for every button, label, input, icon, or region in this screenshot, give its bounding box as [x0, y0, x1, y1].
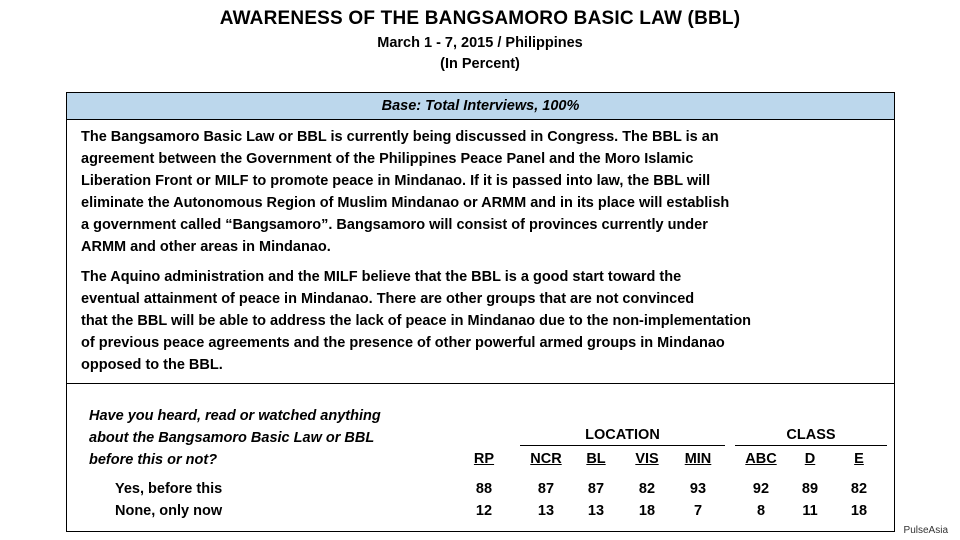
- table-cell: 13: [537, 503, 555, 519]
- paragraph-line: opposed to the BBL.: [81, 357, 223, 373]
- context-paragraph-2: [67, 266, 894, 376]
- column-header-ncr: NCR: [530, 451, 562, 467]
- survey-question: [89, 405, 449, 471]
- paragraph-line: a government called “Bangsamoro”. Bangsamoro will consist of provinces currently under: [81, 217, 708, 233]
- paragraph-line: The Aquino administration and the MILF believe that the BBL is a good start toward the: [81, 269, 682, 285]
- table-cell: 87: [587, 481, 605, 497]
- paragraph-line: agreement between the Government of the Philippines Peace Panel and the Moro Islamic: [81, 151, 694, 167]
- question-line: about the Bangsamoro Basic Law or BBL: [89, 430, 375, 446]
- question-line: before this or not?: [89, 452, 218, 468]
- survey-date: March 1 - 7, 2015 / Philippines: [377, 35, 583, 51]
- survey-box: [66, 92, 895, 532]
- table-cell: 12: [475, 503, 493, 519]
- question-line: Have you heard, read or watched anything: [89, 408, 381, 424]
- group-underline-class: [735, 445, 887, 446]
- table-cell: 89: [801, 481, 819, 497]
- row-label-yes: Yes, before this: [115, 481, 223, 497]
- table-cell: 7: [693, 503, 703, 519]
- column-header-min: MIN: [684, 451, 712, 467]
- paragraph-line: eliminate the Autonomous Region of Muslim Mindanao or ARMM and in its place will establish: [81, 195, 730, 211]
- table-cell: 18: [850, 503, 868, 519]
- table-cell: 18: [638, 503, 656, 519]
- table-cell: 87: [537, 481, 555, 497]
- column-header-d: D: [804, 451, 816, 467]
- paragraph-line: eventual attainment of peace in Mindanao. There are other groups that are not convinced: [81, 291, 695, 307]
- paragraph-line: that the BBL will be able to address the lack of peace in Mindanao due to the non-implementation: [81, 313, 752, 329]
- context-paragraph-1: [67, 126, 894, 258]
- unit-label: (In Percent): [440, 56, 520, 72]
- group-header-location: LOCATION: [585, 427, 660, 443]
- group-header-class: CLASS: [786, 427, 836, 443]
- section-divider: [67, 383, 894, 384]
- group-underline-location: [520, 445, 725, 446]
- table-cell: 82: [850, 481, 868, 497]
- table-cell: 13: [587, 503, 605, 519]
- paragraph-line: The Bangsamoro Basic Law or BBL is currently being discussed in Congress. The BBL is an: [81, 129, 719, 145]
- table-cell: 92: [752, 481, 770, 497]
- table-cell: 88: [475, 481, 493, 497]
- row-label-none: None, only now: [115, 503, 223, 519]
- column-header-vis: VIS: [635, 451, 659, 467]
- column-header-abc: ABC: [745, 451, 777, 467]
- column-header-bl: BL: [586, 451, 606, 467]
- table-cell: 93: [689, 481, 707, 497]
- column-header-e: E: [854, 451, 864, 467]
- base-label: Base: Total Interviews, 100%: [67, 93, 894, 120]
- table-cell: 8: [756, 503, 766, 519]
- paragraph-line: ARMM and other areas in Mindanao.: [81, 239, 331, 255]
- table-cell: 82: [638, 481, 656, 497]
- column-header-rp: RP: [473, 451, 495, 467]
- source-credit: PulseAsia: [903, 525, 948, 536]
- paragraph-line: Liberation Front or MILF to promote peace in Mindanao. If it is passed into law, the BBL will: [81, 173, 711, 189]
- page-title: AWARENESS OF THE BANGSAMORO BASIC LAW (BBL): [219, 8, 741, 29]
- table-cell: 11: [802, 503, 818, 519]
- paragraph-line: of previous peace agreements and the presence of other powerful armed groups in Mindanao: [81, 335, 725, 351]
